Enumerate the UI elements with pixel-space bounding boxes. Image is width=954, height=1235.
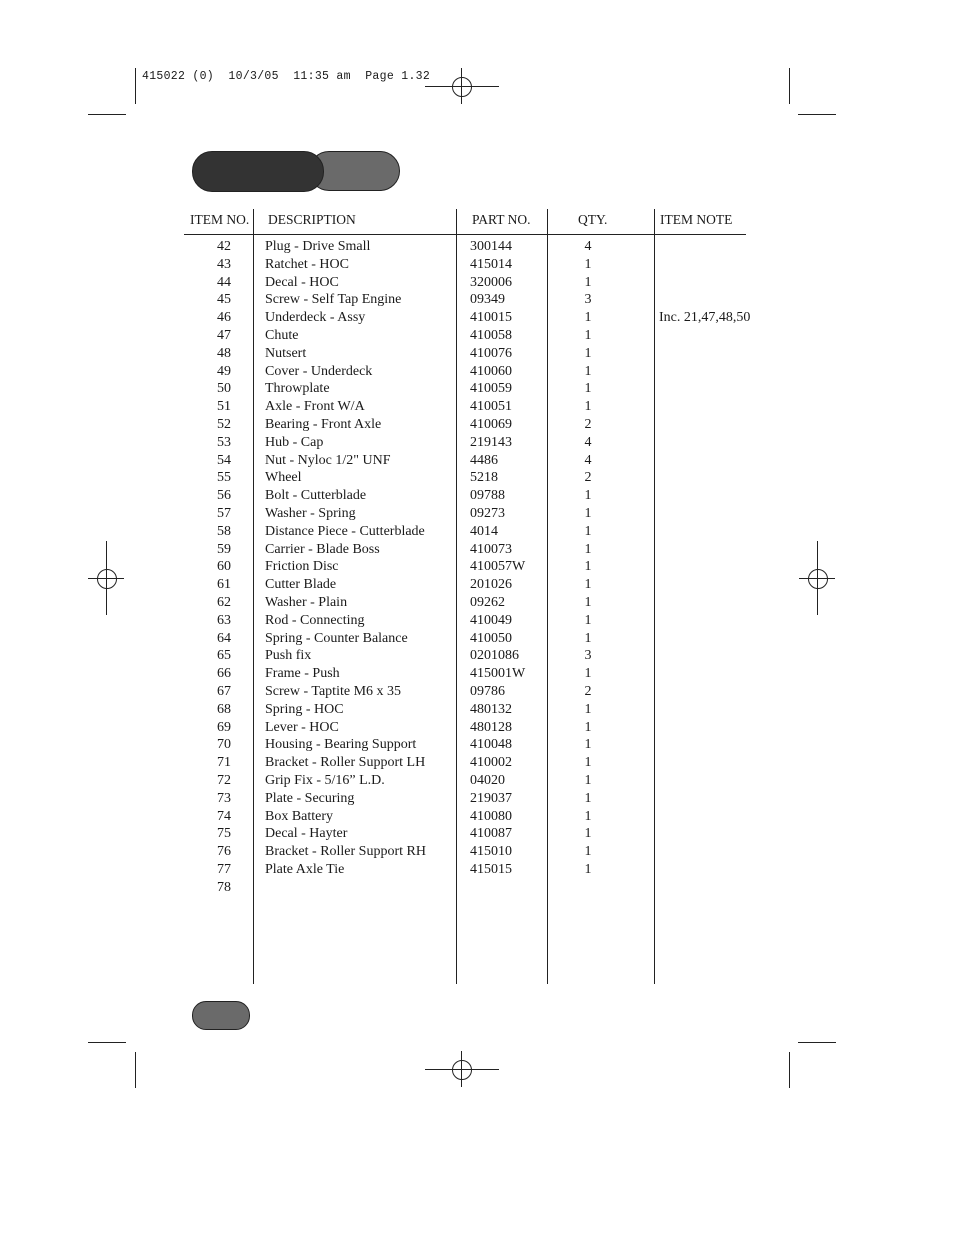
cell-part-no: 410073 xyxy=(470,541,512,557)
cell-qty: 1 xyxy=(584,790,592,806)
cell-qty: 1 xyxy=(584,363,592,379)
cell-item-no: 51 xyxy=(217,399,231,415)
cell-item-no: 50 xyxy=(217,381,231,397)
cell-description: Axle - Front W/A xyxy=(265,399,365,415)
cell-qty: 1 xyxy=(584,844,592,860)
cell-item-no: 45 xyxy=(217,292,231,308)
cell-description: Grip Fix - 5/16” L.D. xyxy=(265,773,385,788)
cell-item-no: 71 xyxy=(217,755,231,771)
cell-description: Chute xyxy=(265,328,299,343)
cell-qty: 1 xyxy=(584,523,592,539)
cell-part-no: 410069 xyxy=(470,417,512,432)
cell-qty: 1 xyxy=(584,381,592,397)
cell-item-no: 76 xyxy=(217,844,231,860)
cell-item-no: 74 xyxy=(217,808,231,824)
cell-item-no: 49 xyxy=(217,363,231,379)
cell-part-no: 219143 xyxy=(470,434,512,450)
cell-part-no: 09273 xyxy=(470,506,505,521)
cell-description: Bracket - Roller Support RH xyxy=(265,844,426,860)
cell-description: Carrier - Blade Boss xyxy=(265,541,380,557)
cell-qty: 1 xyxy=(584,577,592,593)
cell-qty: 1 xyxy=(584,328,592,343)
cell-item-no: 42 xyxy=(217,239,231,254)
cell-item-no: 68 xyxy=(217,701,231,717)
header-item-no: ITEM NO. xyxy=(190,212,250,227)
cell-description: Cover - Underdeck xyxy=(265,363,373,379)
cell-qty: 4 xyxy=(584,239,592,254)
cell-part-no: 09788 xyxy=(470,488,505,504)
cell-qty: 1 xyxy=(584,808,592,824)
cell-part-no: 201026 xyxy=(470,577,512,593)
cell-description: Hub - Cap xyxy=(265,434,324,450)
cell-item-no: 67 xyxy=(217,684,231,699)
header-description: DESCRIPTION xyxy=(268,212,356,227)
cell-item-no: 75 xyxy=(217,826,231,842)
cell-qty: 1 xyxy=(584,755,592,771)
cell-description: Cutter Blade xyxy=(265,577,337,593)
cell-item-no: 65 xyxy=(217,648,231,664)
cell-item-no: 60 xyxy=(217,559,231,575)
cell-item-no: 47 xyxy=(217,328,231,343)
cell-description: Bracket - Roller Support LH xyxy=(265,755,426,771)
cell-qty: 4 xyxy=(584,452,592,468)
cell-qty: 1 xyxy=(584,773,592,788)
cell-qty: 1 xyxy=(584,559,592,575)
cell-description: Throwplate xyxy=(265,381,330,397)
cell-description: Plate Axle Tie xyxy=(265,862,345,877)
cell-description: Housing - Bearing Support xyxy=(265,737,417,753)
cell-description: Spring - Counter Balance xyxy=(265,630,408,646)
cell-description: Rod - Connecting xyxy=(265,612,365,628)
cell-item-no: 78 xyxy=(217,879,231,895)
cell-qty: 2 xyxy=(584,684,592,699)
cell-item-no: 69 xyxy=(217,719,231,735)
cell-item-no: 55 xyxy=(217,470,231,486)
cell-item-no: 53 xyxy=(217,434,231,450)
cell-item-no: 64 xyxy=(217,630,231,646)
cell-part-no: 480132 xyxy=(470,701,512,717)
cell-item-no: 72 xyxy=(217,773,231,788)
cell-part-no: 300144 xyxy=(470,239,512,254)
cell-qty: 4 xyxy=(584,434,592,450)
page-number-tab xyxy=(192,1001,250,1030)
cell-item-no: 56 xyxy=(217,488,231,504)
cell-part-no: 410080 xyxy=(470,808,512,824)
cell-part-no: 09349 xyxy=(470,292,505,308)
cell-part-no: 415014 xyxy=(470,256,512,272)
cell-part-no: 4014 xyxy=(470,523,498,539)
cell-item-no: 54 xyxy=(217,452,231,468)
cell-part-no: 219037 xyxy=(470,790,512,806)
cell-part-no: 480128 xyxy=(470,719,512,735)
cell-item-no: 58 xyxy=(217,523,231,539)
cell-item-no: 61 xyxy=(217,577,231,593)
cell-qty: 1 xyxy=(584,541,592,557)
cell-description: Frame - Push xyxy=(265,666,340,682)
cell-item-no: 63 xyxy=(217,612,231,628)
cell-description: Box Battery xyxy=(265,808,334,824)
cell-qty: 1 xyxy=(584,612,592,628)
cell-item-no: 52 xyxy=(217,417,231,432)
cell-qty: 1 xyxy=(584,310,592,326)
cell-description: Wheel xyxy=(265,470,302,486)
cell-part-no: 410057W xyxy=(470,559,526,575)
cell-description: Nut - Nyloc 1/2" UNF xyxy=(265,452,391,468)
cell-qty: 1 xyxy=(584,826,592,842)
cell-description: Decal - HOC xyxy=(265,274,339,290)
cell-qty: 3 xyxy=(584,648,592,664)
cell-description: Bolt - Cutterblade xyxy=(265,488,367,504)
cell-qty: 2 xyxy=(584,417,592,432)
print-slug: 415022 (0) 10/3/05 11:35 am Page 1.32 xyxy=(142,70,431,83)
header-item-note: ITEM NOTE xyxy=(660,212,733,227)
cell-part-no: 415015 xyxy=(470,862,512,877)
cell-description: Push fix xyxy=(265,648,312,664)
cell-description: Decal - Hayter xyxy=(265,826,348,842)
cell-part-no: 410049 xyxy=(470,612,512,628)
cell-qty: 1 xyxy=(584,862,592,877)
cell-part-no: 410048 xyxy=(470,737,512,753)
cell-item-no: 44 xyxy=(217,274,231,290)
cell-item-no: 57 xyxy=(217,506,231,521)
cell-part-no: 410015 xyxy=(470,310,512,326)
cell-item-no: 46 xyxy=(217,310,231,326)
cell-part-no: 5218 xyxy=(470,470,498,486)
cell-part-no: 410002 xyxy=(470,755,512,771)
cell-item-no: 66 xyxy=(217,666,231,682)
cell-item-no: 48 xyxy=(217,345,231,361)
cell-qty: 1 xyxy=(584,399,592,415)
cell-description: Spring - HOC xyxy=(265,701,344,717)
cell-part-no: 0201086 xyxy=(470,648,519,664)
cell-description: Lever - HOC xyxy=(265,719,339,735)
cell-item-no: 62 xyxy=(217,595,231,610)
cell-part-no: 410050 xyxy=(470,630,512,646)
cell-item-no: 70 xyxy=(217,737,231,753)
cell-qty: 1 xyxy=(584,345,592,361)
cell-part-no: 410087 xyxy=(470,826,512,842)
cell-description: Distance Piece - Cutterblade xyxy=(265,523,425,539)
cell-part-no: 4486 xyxy=(470,452,498,468)
cell-description: Plate - Securing xyxy=(265,790,355,806)
cell-part-no: 415010 xyxy=(470,844,512,860)
cell-qty: 2 xyxy=(584,470,592,486)
cell-part-no: 410059 xyxy=(470,381,512,397)
cell-qty: 1 xyxy=(584,701,592,717)
cell-part-no: 410058 xyxy=(470,328,512,343)
cell-part-no: 410076 xyxy=(470,345,512,361)
cell-description: Plug - Drive Small xyxy=(265,239,371,254)
cell-part-no: 09786 xyxy=(470,684,505,699)
cell-item-note: Inc. 21,47,48,50 xyxy=(659,310,751,326)
cell-description: Ratchet - HOC xyxy=(265,256,349,272)
header-qty: QTY. xyxy=(578,212,608,227)
cell-part-no: 415001W xyxy=(470,666,526,682)
cell-description: Bearing - Front Axle xyxy=(265,417,382,432)
cell-item-no: 77 xyxy=(217,862,231,877)
cell-part-no: 09262 xyxy=(470,595,505,610)
cell-qty: 1 xyxy=(584,630,592,646)
cell-qty: 1 xyxy=(584,595,592,610)
cell-part-no: 04020 xyxy=(470,773,505,788)
cell-part-no: 320006 xyxy=(470,274,512,290)
cell-description: Washer - Spring xyxy=(265,506,356,521)
cell-part-no: 410051 xyxy=(470,399,512,415)
section-tab-primary xyxy=(192,151,324,192)
cell-part-no: 410060 xyxy=(470,363,512,379)
cell-qty: 1 xyxy=(584,256,592,272)
cell-description: Friction Disc xyxy=(265,559,339,575)
cell-description: Screw - Self Tap Engine xyxy=(265,292,402,308)
cell-item-no: 59 xyxy=(217,541,231,557)
cell-description: Screw - Taptite M6 x 35 xyxy=(265,684,402,699)
cell-qty: 1 xyxy=(584,737,592,753)
cell-item-no: 73 xyxy=(217,790,231,806)
cell-qty: 1 xyxy=(584,488,592,504)
cell-description: Underdeck - Assy xyxy=(265,310,366,326)
cell-qty: 3 xyxy=(584,292,592,308)
cell-qty: 1 xyxy=(584,506,592,521)
cell-item-no: 43 xyxy=(217,256,231,272)
cell-description: Washer - Plain xyxy=(265,595,348,610)
cell-qty: 1 xyxy=(584,666,592,682)
header-part-no: PART NO. xyxy=(472,212,531,227)
cell-description: Nutsert xyxy=(265,345,307,361)
cell-qty: 1 xyxy=(584,274,592,290)
cell-qty: 1 xyxy=(584,719,592,735)
